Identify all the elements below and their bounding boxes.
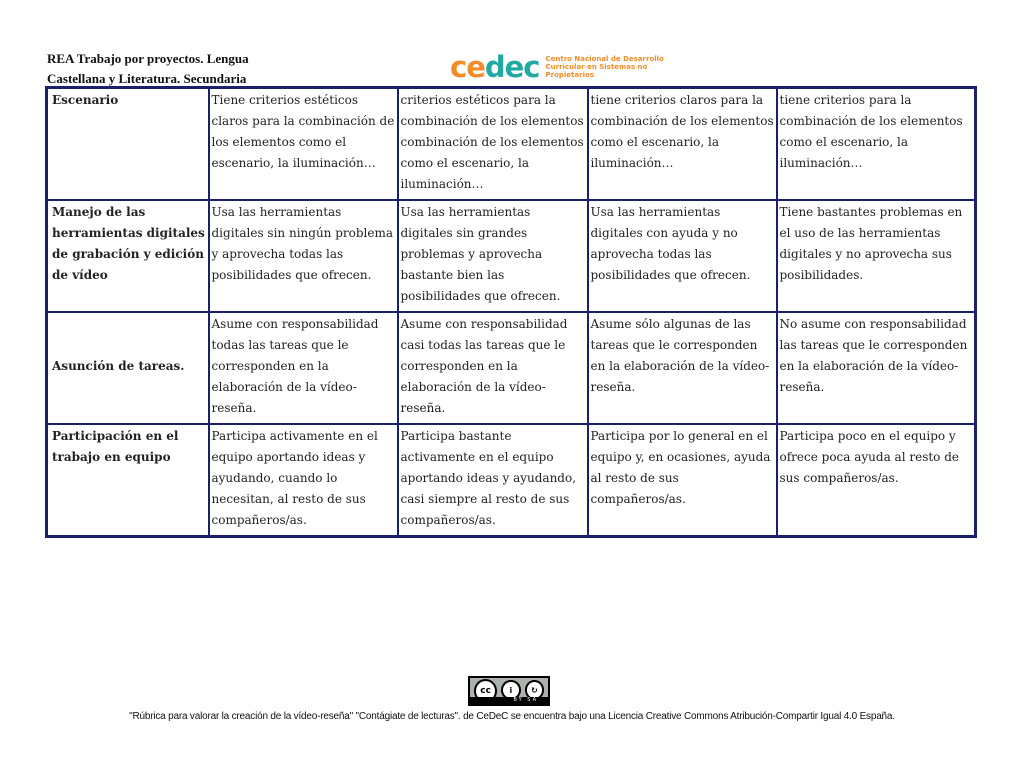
badge-strip: BY SA [470,697,548,704]
rubric-cell: Participa por lo general en el equipo y, en ocasiones, ayuda al resto de sus compañeros/as. [588,424,777,537]
table-row [47,88,976,201]
criterion-cell: Escenario [47,88,209,201]
rubric-cell: Usa las herramientas digitales sin ningún problema y aprovecha todas las posibilidades que ofrecen. [209,200,398,312]
table-row [47,424,976,537]
cedec-logo [450,52,666,82]
criterion-cell: Participación en el trabajo en equipo [47,424,209,537]
rubric-cell: Asume sólo algunas de las tareas que le corresponden en la elaboración de la vídeo-reseña. [588,312,777,424]
creative-commons-badge[interactable] [468,676,550,706]
criterion-cell: Asunción de tareas. [47,312,209,424]
rubric-cell: Participa poco en el equipo y ofrece poca ayuda al resto de sus compañeros/as. [777,424,976,537]
document-title: REA Trabajo por proyectos. Lengua Castellana y Literatura. Secundaria [47,51,249,86]
rubric-cell: tiene criterios para la combinación de los elementos como el escenario, la iluminación… [777,88,976,201]
logo-subtitle: Centro Nacional de Desarrollo Curricular en Sistemas no Propietarios [545,55,664,79]
rubric-cell: criterios estéticos para la combinación de los elementos combinación de los elementos como el escenario, la iluminación… [398,88,588,201]
rubric-cell: Asume con responsabilidad casi todas las tareas que le corresponden en la elaboración de la vídeo-reseña. [398,312,588,424]
rubric-table [45,86,977,538]
rubric-cell: Usa las herramientas digitales sin grandes problemas y aprovecha bastante bien las posibilidades que ofrecen. [398,200,588,312]
table-row [47,312,976,424]
rubric-cell: Tiene bastantes problemas en el uso de las herramientas digitales y no aprovecha sus posibilidades. [777,200,976,312]
cc-icon: cc [474,679,497,703]
rubric-cell: Asume con responsabilidad todas las tareas que le corresponden en la elaboración de la vídeo-reseña. [209,312,398,424]
rubric-cell: tiene criterios claros para la combinación de los elementos como el escenario, la iluminación… [588,88,777,201]
sa-icon: ↻ [525,680,544,700]
criterion-cell: Manejo de las herramientas digitales de grabación y edición de vídeo [47,200,209,312]
rubric-cell: Usa las herramientas digitales con ayuda y no aprovecha todas las posibilidades que ofrecen. [588,200,777,312]
rubric-cell: Participa activamente en el equipo aportando ideas y ayudando, cuando lo necesitan, al resto de sus compañeros/as. [209,424,398,537]
rubric-cell: No asume con responsabilidad las tareas que le corresponden en la elaboración de la vídeo-reseña. [777,312,976,424]
rubric-cell: Participa bastante activamente en el equipo aportando ideas y ayudando, casi siempre al resto de sus compañeros/as. [398,424,588,537]
by-icon: i [501,680,520,700]
rubric-cell: Tiene criterios estéticos claros para la combinación de los elementos como el escenario, la iluminación… [209,88,398,201]
logo-wordmark: cedec [450,50,540,84]
table-row [47,200,976,312]
license-footer: "Rúbrica para valorar la creación de la vídeo-reseña" "Contágiate de lecturas". de CeDeC se encuentra bajo una Licencia Creative Commons Atribución-Compartir Igual 4.0 España. [129,711,895,722]
